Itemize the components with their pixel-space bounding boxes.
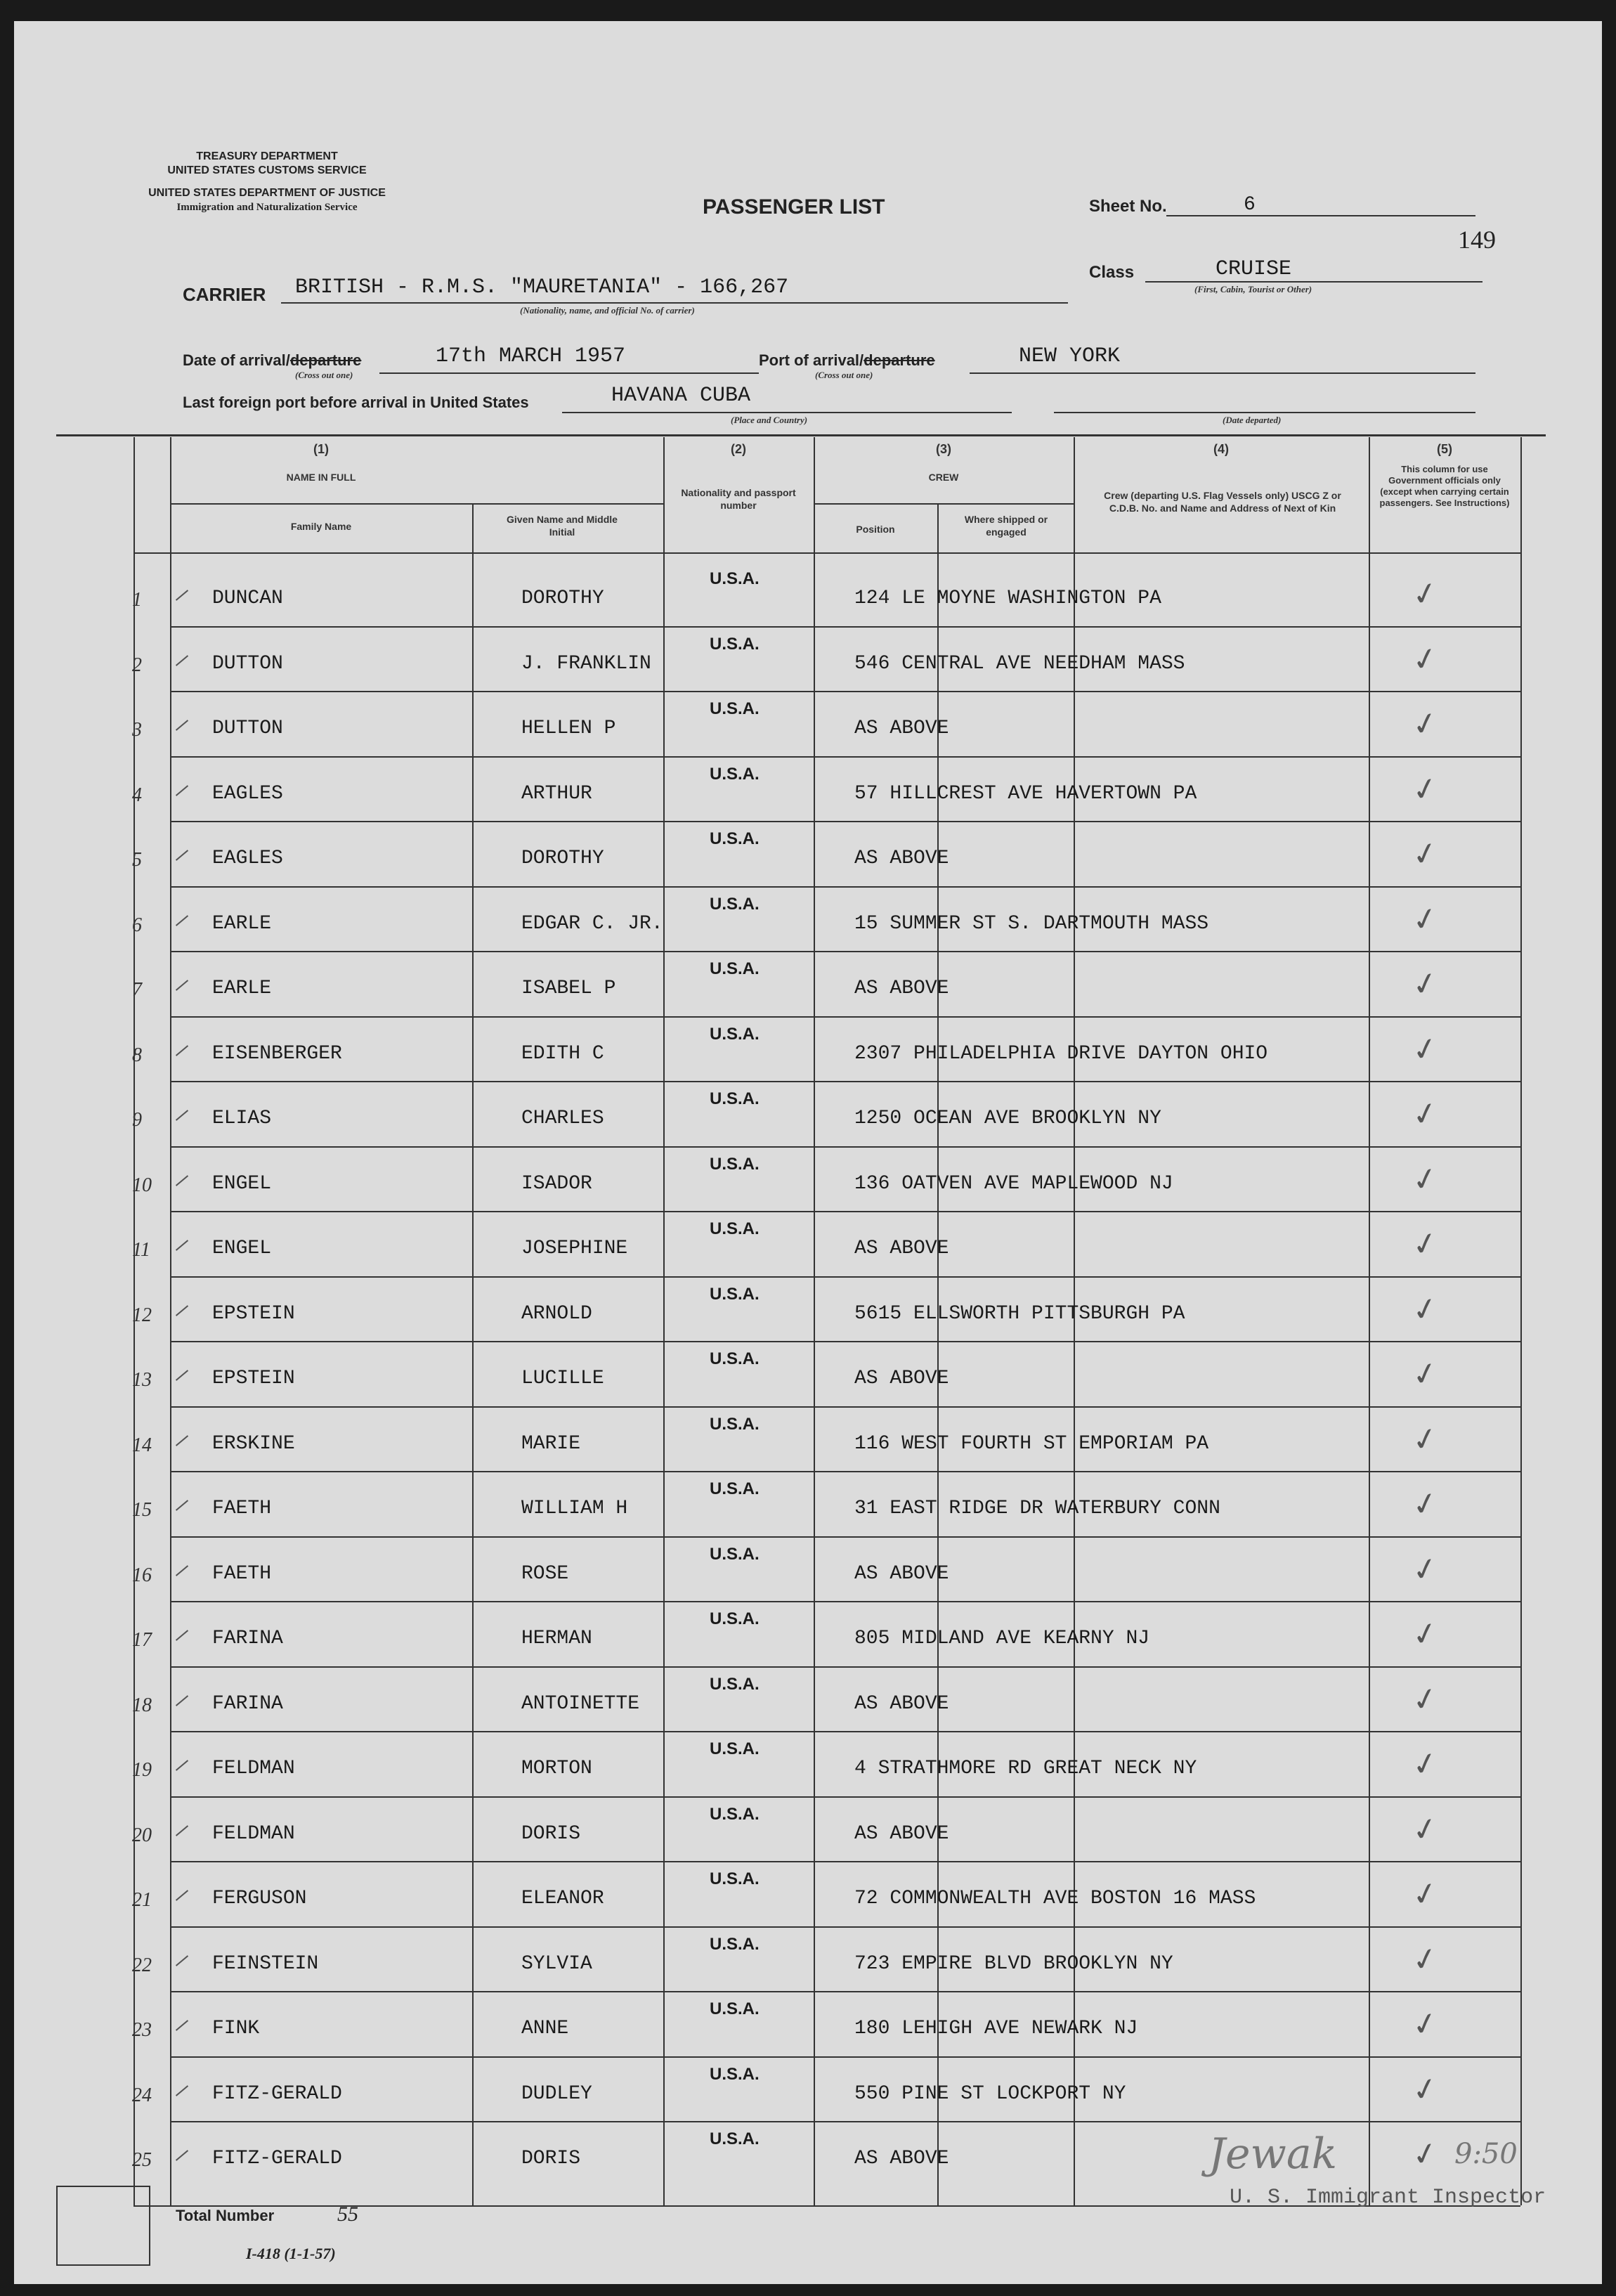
nationality: U.S.A. <box>710 1739 760 1758</box>
family-name: ENGEL <box>212 1172 272 1195</box>
row-number: 25 <box>132 2149 152 2171</box>
official-check-mark: ✓ <box>1409 899 1442 940</box>
family-name: FERGUSON <box>212 1888 307 1909</box>
class-label: Class <box>1089 263 1135 282</box>
next-of-kin-address: AS ABOVE <box>854 1822 949 1845</box>
nationality: U.S.A. <box>710 699 760 718</box>
agency-line-4: Immigration and Naturalization Service <box>176 202 358 213</box>
nationality: U.S.A. <box>710 1414 760 1434</box>
next-of-kin-address: AS ABOVE <box>854 718 949 739</box>
table-row <box>14 1018 1602 1083</box>
row-tick-mark <box>176 1825 188 1836</box>
official-check-mark: ✓ <box>1409 964 1442 1005</box>
row-tick-mark <box>176 590 188 601</box>
total-value: 55 <box>337 2203 358 2226</box>
date-label <box>183 351 361 370</box>
given-name: ARTHUR <box>521 782 592 805</box>
family-name: EISENBERGER <box>212 1042 342 1065</box>
row-tick-mark <box>176 655 188 666</box>
family-name: FARINA <box>212 1692 283 1715</box>
next-of-kin-address: AS ABOVE <box>854 1368 949 1389</box>
class-value: CRUISE <box>1216 257 1292 281</box>
next-of-kin-address: 124 LE MOYNE WASHINGTON PA <box>854 588 1161 609</box>
footer-box <box>56 2186 150 2266</box>
position-header: Position <box>856 524 895 535</box>
col5-title: This column for use Government officials only (except when carrying certain passengers. See Instructions) <box>1379 464 1510 508</box>
lastport-value: HAVANA CUBA <box>611 384 751 408</box>
table-row <box>14 692 1602 758</box>
nationality: U.S.A. <box>710 1804 760 1824</box>
port-label-text: Port of arrival/ <box>759 351 864 369</box>
row-tick-mark <box>176 785 188 796</box>
nationality: U.S.A. <box>710 1999 760 2018</box>
row-tick-mark <box>176 1955 188 1966</box>
family-name: FINK <box>212 2018 260 2039</box>
family-name: ENGEL <box>212 1238 272 1259</box>
agency-line-2: UNITED STATES CUSTOMS SERVICE <box>167 164 367 176</box>
col5-number: (5) <box>1437 442 1452 456</box>
next-of-kin-address: 546 CENTRAL AVE NEEDHAM MASS <box>854 652 1185 675</box>
family-name: FELDMAN <box>212 1758 295 1779</box>
given-name: EDITH C <box>521 1042 604 1065</box>
row-number: 8 <box>132 1044 142 1066</box>
col2-title: Nationality and passport number <box>681 487 796 511</box>
given-name: LUCILLE <box>521 1368 604 1389</box>
nationality: U.S.A. <box>710 894 760 914</box>
col2-number: (2) <box>731 442 746 456</box>
family-name: ERSKINE <box>212 1432 295 1455</box>
given-name: MARIE <box>521 1432 581 1455</box>
table-row <box>14 888 1602 953</box>
official-check-mark: ✓ <box>1409 1029 1442 1070</box>
official-check-mark: ✓ <box>1409 1289 1442 1330</box>
family-name: DUNCAN <box>212 588 283 609</box>
nationality: U.S.A. <box>710 2129 760 2148</box>
next-of-kin-address: AS ABOVE <box>854 2148 949 2169</box>
table-row <box>14 1278 1602 1343</box>
sheet-label: Sheet No. <box>1089 197 1167 216</box>
row-tick-mark <box>176 915 188 926</box>
col1-title: NAME IN FULL <box>286 472 356 483</box>
official-check-mark: ✓ <box>1409 1484 1442 1525</box>
nationality: U.S.A. <box>710 764 760 784</box>
official-check-mark: ✓ <box>1409 769 1442 810</box>
table-row <box>14 822 1602 888</box>
table-row <box>14 1928 1602 1993</box>
given-name: HERMAN <box>521 1628 592 1649</box>
passenger-list-sheet <box>14 21 1602 2284</box>
row-number: 2 <box>132 654 142 676</box>
nationality: U.S.A. <box>710 1544 760 1564</box>
row-number: 15 <box>132 1499 152 1521</box>
family-name: DUTTON <box>212 718 283 739</box>
row-number: 23 <box>132 2019 152 2041</box>
row-number: 7 <box>132 979 142 1001</box>
port-struck-text: departure <box>864 351 935 369</box>
next-of-kin-address: 31 EAST RIDGE DR WATERBURY CONN <box>854 1498 1220 1519</box>
official-check-mark: ✓ <box>1409 1939 1442 1980</box>
table-row <box>14 1342 1602 1408</box>
given-name: DORIS <box>521 2148 581 2169</box>
row-tick-mark <box>176 1500 188 1511</box>
official-check-mark: ✓ <box>1409 1224 1442 1265</box>
table-row <box>14 628 1602 693</box>
given-name: WILLIAM H <box>521 1498 628 1519</box>
given-name: DORIS <box>521 1822 581 1845</box>
table-row <box>14 1992 1602 2058</box>
next-of-kin-address: 72 COMMONWEALTH AVE BOSTON 16 MASS <box>854 1888 1256 1909</box>
nationality: U.S.A. <box>710 1284 760 1304</box>
official-check-mark: ✓ <box>1409 1094 1442 1135</box>
col3-number: (3) <box>936 442 951 456</box>
family-name: EPSTEIN <box>212 1302 295 1325</box>
date-struck-text: departure <box>289 351 362 369</box>
nationality: U.S.A. <box>710 1024 760 1044</box>
given-name: DUDLEY <box>521 2082 592 2105</box>
row-number: 11 <box>132 1239 150 1261</box>
row-tick-mark <box>176 1565 188 1576</box>
next-of-kin-address: 180 LEHIGH AVE NEWARK NJ <box>854 2018 1138 2039</box>
row-number: 19 <box>132 1759 152 1781</box>
agency-line-3: UNITED STATES DEPARTMENT OF JUSTICE <box>148 187 386 199</box>
row-tick-mark <box>176 1630 188 1641</box>
next-of-kin-address: 550 PINE ST LOCKPORT NY <box>854 2082 1126 2105</box>
table-row <box>14 758 1602 823</box>
given-name: EDGAR C. JR. <box>521 912 663 935</box>
table-row <box>14 1668 1602 1733</box>
row-tick-mark <box>176 1695 188 1706</box>
port-label <box>759 351 935 370</box>
official-check-mark: ✓ <box>1409 1809 1442 1850</box>
given-name: ANTOINETTE <box>521 1692 640 1715</box>
given-name: SYLVIA <box>521 1952 592 1975</box>
table-row <box>14 1472 1602 1538</box>
nationality: U.S.A. <box>710 2064 760 2084</box>
sheet-number: 6 <box>1244 194 1256 216</box>
table-row <box>14 2058 1602 2123</box>
given-name: ARNOLD <box>521 1302 592 1325</box>
family-name: FEINSTEIN <box>212 1952 319 1975</box>
table-row <box>14 1862 1602 1928</box>
lastport-caption: (Place and Country) <box>731 415 808 425</box>
carrier-caption: (Nationality, name, and official No. of carrier) <box>520 305 695 316</box>
row-tick-mark <box>176 850 188 861</box>
nationality: U.S.A. <box>710 634 760 654</box>
nationality: U.S.A. <box>710 1479 760 1498</box>
next-of-kin-address: 1250 OCEAN AVE BROOKLYN NY <box>854 1108 1161 1129</box>
date-label-text: Date of arrival/ <box>183 351 290 369</box>
next-of-kin-address: 57 HILLCREST AVE HAVERTOWN PA <box>854 782 1197 805</box>
given-name: DOROTHY <box>521 588 604 609</box>
given-name: ROSE <box>521 1562 569 1585</box>
agency-line-1: TREASURY DEPARTMENT <box>196 150 338 162</box>
row-number: 10 <box>132 1174 152 1196</box>
where-header: Where shipped or engaged <box>964 514 1048 538</box>
date-departed-caption: (Date departed) <box>1223 415 1282 425</box>
col3-title: CREW <box>928 472 959 483</box>
next-of-kin-address: AS ABOVE <box>854 1562 949 1585</box>
official-check-mark: ✓ <box>1409 834 1442 875</box>
given-name: MORTON <box>521 1758 592 1779</box>
row-tick-mark <box>176 980 188 991</box>
row-number: 21 <box>132 1889 152 1911</box>
family-name: FITZ-GERALD <box>212 2148 342 2169</box>
given-name: ANNE <box>521 2018 569 2039</box>
carrier-value: BRITISH - R.M.S. "MAURETANIA" - 166,267 <box>295 275 789 299</box>
table-row <box>14 562 1602 628</box>
form-number: I-418 (1-1-57) <box>246 2245 336 2262</box>
row-tick-mark <box>176 1175 188 1186</box>
arrival-date: 17th MARCH 1957 <box>436 344 626 368</box>
official-check-mark: ✓ <box>1409 2004 1442 2045</box>
nationality: U.S.A. <box>710 1219 760 1238</box>
family-name: ELIAS <box>212 1108 272 1129</box>
page-title: PASSENGER LIST <box>703 195 885 219</box>
arrival-port: NEW YORK <box>1019 344 1121 368</box>
family-name: EAGLES <box>212 848 283 869</box>
row-number: 17 <box>132 1629 152 1651</box>
family-name-header: Family Name <box>290 521 352 532</box>
nationality: U.S.A. <box>710 1089 760 1108</box>
total-label: Total Number <box>176 2207 275 2224</box>
official-check-mark: ✓ <box>1409 2069 1442 2110</box>
nationality: U.S.A. <box>710 829 760 848</box>
inspector-signature: Jewak <box>1208 2129 1338 2179</box>
table-row <box>14 1148 1602 1213</box>
family-name: EAGLES <box>212 782 283 805</box>
carrier-label: CARRIER <box>183 284 266 305</box>
official-check-mark: ✓ <box>1409 1354 1442 1395</box>
family-name: FARINA <box>212 1628 283 1649</box>
row-tick-mark <box>176 1110 188 1121</box>
family-name: EARLE <box>212 912 272 935</box>
official-check-mark: ✓ <box>1409 1874 1442 1915</box>
row-number: 4 <box>132 784 142 806</box>
official-check-mark: ✓ <box>1409 1159 1442 1200</box>
class-caption: (First, Cabin, Tourist or Other) <box>1194 284 1312 294</box>
row-tick-mark <box>176 1435 188 1446</box>
official-check-mark: ✓ <box>1409 1419 1442 1460</box>
row-number: 9 <box>132 1109 142 1131</box>
official-check-mark: ✓ <box>1409 1549 1442 1590</box>
family-name: DUTTON <box>212 652 283 675</box>
row-number: 3 <box>132 719 142 741</box>
col4-title: Crew (departing U.S. Flag Vessels only) USCG Z or C.D.B. No. and Name and Address of Next of Kin <box>1104 490 1341 514</box>
next-of-kin-address: 15 SUMMER ST S. DARTMOUTH MASS <box>854 912 1209 935</box>
table-row <box>14 2122 1602 2188</box>
next-of-kin-address: 805 MIDLAND AVE KEARNY NJ <box>854 1628 1150 1649</box>
row-number: 16 <box>132 1564 152 1586</box>
row-number: 20 <box>132 1824 152 1846</box>
table-row <box>14 952 1602 1018</box>
col4-number: (4) <box>1213 442 1229 456</box>
official-check-mark: ✓ <box>1409 573 1442 615</box>
given-name: J. FRANKLIN <box>521 652 651 675</box>
row-number: 18 <box>132 1694 152 1716</box>
family-name: FITZ-GERALD <box>212 2082 342 2105</box>
next-of-kin-address: AS ABOVE <box>854 978 949 999</box>
next-of-kin-address: AS ABOVE <box>854 1692 949 1715</box>
given-name: ISABEL P <box>521 978 616 999</box>
given-name: ISADOR <box>521 1172 592 1195</box>
inspector-note: 9:50 <box>1454 2138 1518 2170</box>
family-name: FAETH <box>212 1498 272 1519</box>
official-check-mark: ✓ <box>1409 639 1442 680</box>
nationality: U.S.A. <box>710 959 760 978</box>
row-number: 5 <box>132 849 142 871</box>
row-tick-mark <box>176 2020 188 2031</box>
given-name-header: Given Name and Middle Initial <box>507 514 618 538</box>
nationality: U.S.A. <box>710 1934 760 1954</box>
next-of-kin-address: 5615 ELLSWORTH PITTSBURGH PA <box>854 1302 1185 1325</box>
row-tick-mark <box>176 1760 188 1771</box>
nationality: U.S.A. <box>710 1154 760 1174</box>
nationality: U.S.A. <box>710 1869 760 1888</box>
port-caption: (Cross out one) <box>815 370 873 380</box>
inspector-label: U. S. Immigrant Inspector <box>1230 2186 1546 2210</box>
col1-number: (1) <box>313 442 329 456</box>
page-number: 149 <box>1458 226 1496 254</box>
row-tick-mark <box>176 1890 188 1901</box>
next-of-kin-address: AS ABOVE <box>854 848 949 869</box>
family-name: FAETH <box>212 1562 272 1585</box>
given-name: JOSEPHINE <box>521 1238 628 1259</box>
row-number: 12 <box>132 1304 152 1326</box>
nationality: U.S.A. <box>710 1609 760 1628</box>
table-row <box>14 1082 1602 1148</box>
date-caption: (Cross out one) <box>295 370 353 380</box>
row-tick-mark <box>176 1305 188 1316</box>
row-number: 1 <box>132 589 142 611</box>
table-row <box>14 1602 1602 1668</box>
next-of-kin-address: 116 WEST FOURTH ST EMPORIAM PA <box>854 1432 1209 1455</box>
row-number: 13 <box>132 1369 152 1391</box>
row-tick-mark <box>176 2085 188 2096</box>
next-of-kin-address: 723 EMPIRE BLVD BROOKLYN NY <box>854 1952 1173 1975</box>
next-of-kin-address: 4 STRATHMORE RD GREAT NECK NY <box>854 1758 1197 1779</box>
table-row <box>14 1798 1602 1863</box>
given-name: ELEANOR <box>521 1888 604 1909</box>
row-number: 24 <box>132 2084 152 2106</box>
official-check-mark: ✓ <box>1409 1614 1442 1655</box>
row-tick-mark <box>176 1370 188 1381</box>
table-row <box>14 1538 1602 1603</box>
given-name: CHARLES <box>521 1108 604 1129</box>
nationality: U.S.A. <box>710 1674 760 1694</box>
official-check-mark: ✓ <box>1409 703 1442 745</box>
row-number: 14 <box>132 1434 152 1456</box>
row-number: 6 <box>132 914 142 936</box>
official-check-mark: ✓ <box>1409 1679 1442 1720</box>
table-row <box>14 1212 1602 1278</box>
official-check-mark: ✓ <box>1409 2134 1442 2175</box>
given-name: DOROTHY <box>521 848 604 869</box>
family-name: FELDMAN <box>212 1822 295 1845</box>
row-tick-mark <box>176 1240 188 1251</box>
row-tick-mark <box>176 720 188 731</box>
nationality: U.S.A. <box>710 1349 760 1368</box>
lastport-label: Last foreign port before arrival in United States <box>183 394 529 411</box>
next-of-kin-address: 2307 PHILADELPHIA DRIVE DAYTON OHIO <box>854 1042 1268 1065</box>
next-of-kin-address: 136 OATVEN AVE MAPLEWOOD NJ <box>854 1172 1173 1195</box>
row-tick-mark <box>176 1045 188 1056</box>
given-name: HELLEN P <box>521 718 616 739</box>
table-row <box>14 1408 1602 1473</box>
official-check-mark: ✓ <box>1409 1744 1442 1785</box>
row-tick-mark <box>176 2150 188 2161</box>
nationality: U.S.A. <box>710 569 760 588</box>
row-number: 22 <box>132 1954 152 1976</box>
next-of-kin-address: AS ABOVE <box>854 1238 949 1259</box>
family-name: EARLE <box>212 978 272 999</box>
family-name: EPSTEIN <box>212 1368 295 1389</box>
table-row <box>14 1732 1602 1798</box>
